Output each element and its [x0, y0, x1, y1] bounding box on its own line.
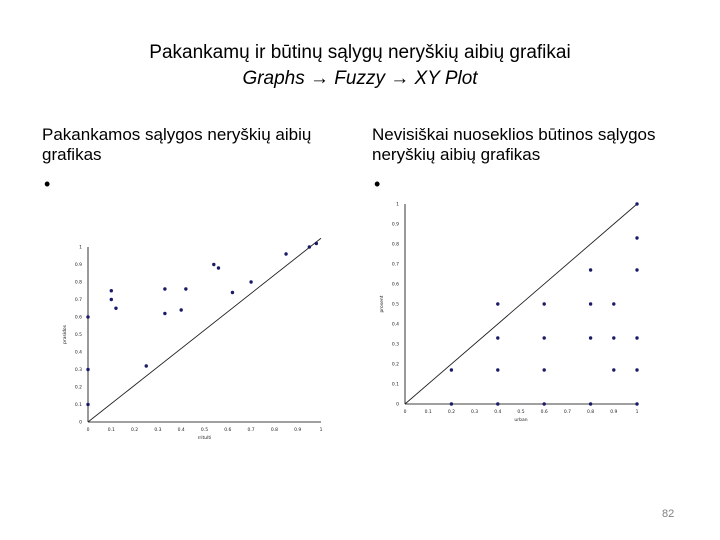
- data-point: [543, 302, 546, 305]
- y-tick-label: 1: [396, 202, 399, 208]
- data-point: [496, 368, 499, 371]
- y-tick-label: 0.7: [391, 262, 399, 268]
- data-point: [635, 268, 638, 271]
- data-point: [163, 287, 166, 290]
- y-tick-label: 0.4: [74, 350, 82, 356]
- data-point: [249, 280, 252, 283]
- data-point: [145, 364, 148, 367]
- x-tick-label: 0: [86, 428, 90, 433]
- data-point: [543, 368, 546, 371]
- data-point: [612, 336, 615, 339]
- x-tick-label: 0.2: [447, 410, 455, 415]
- y-tick-label: 1: [79, 245, 82, 251]
- data-point: [496, 302, 499, 305]
- y-tick-label: 0.5: [391, 302, 399, 308]
- y-tick-label: 0.2: [391, 362, 399, 368]
- data-point: [231, 291, 234, 294]
- data-point: [612, 302, 615, 305]
- y-tick-label: 0: [396, 402, 399, 408]
- left-heading: Pakankamos sąlygos neryškių aibių grafikas: [42, 125, 312, 164]
- data-point: [308, 245, 311, 248]
- slide-title: [0, 40, 720, 92]
- x-tick-label: 0.6: [540, 410, 548, 415]
- data-point: [635, 236, 638, 239]
- data-point: [212, 263, 215, 266]
- x-tick-label: 0.5: [517, 410, 525, 415]
- x-tick-label: 0.2: [131, 428, 139, 433]
- title-line-1: Pakankamų ir būtinų sąlygų neryškių aibių grafikai: [149, 42, 571, 63]
- x-tick-label: 1: [319, 428, 323, 433]
- data-point: [589, 336, 592, 339]
- y-tick-label: 0.6: [391, 282, 399, 288]
- x-axis-label: rritulti: [197, 436, 212, 441]
- x-tick-label: 0.9: [294, 428, 302, 433]
- data-point: [589, 402, 592, 405]
- data-point: [180, 308, 183, 311]
- sufficiency-scatter-chart: [55, 228, 335, 458]
- y-tick-label: 0.9: [391, 222, 399, 228]
- y-tick-label: 0.3: [391, 342, 399, 348]
- data-point: [315, 242, 318, 245]
- data-point: [110, 289, 113, 292]
- x-tick-label: 0.3: [154, 428, 162, 433]
- data-point: [496, 336, 499, 339]
- data-point: [496, 402, 499, 405]
- y-tick-label: 0: [79, 420, 82, 426]
- x-tick-label: 1: [635, 410, 639, 415]
- data-point: [217, 266, 220, 269]
- left-bullet: •: [44, 174, 51, 194]
- data-point: [612, 368, 615, 371]
- data-point: [635, 202, 638, 205]
- data-point: [635, 368, 638, 371]
- data-point: [589, 302, 592, 305]
- x-axis-label: urban: [514, 418, 528, 423]
- x-tick-label: 0.4: [177, 428, 185, 433]
- right-bullet: •: [374, 174, 381, 194]
- data-point: [110, 298, 113, 301]
- y-tick-label: 0.8: [391, 242, 399, 248]
- y-tick-label: 0.5: [74, 333, 82, 338]
- x-tick-label: 0.8: [270, 428, 278, 433]
- x-tick-label: 0.7: [563, 410, 571, 415]
- x-tick-label: 0.9: [610, 410, 618, 415]
- y-axis-label: prasidos: [63, 324, 68, 345]
- x-tick-label: 0.3: [471, 410, 479, 415]
- x-tick-label: 0.1: [107, 428, 115, 433]
- y-tick-label: 0.6: [74, 315, 82, 321]
- y-tick-label: 0.9: [74, 263, 82, 268]
- x-tick-label: 0: [403, 410, 407, 415]
- title-line-2-menu-path: Graphs → Fuzzy → XY Plot: [242, 68, 478, 89]
- x-tick-label: 0.6: [224, 428, 232, 433]
- x-tick-label: 0.5: [200, 428, 209, 433]
- x-tick-label: 0.4: [494, 410, 502, 415]
- right-heading: Nevisiškai nuoseklios būtinos sąlygos neryškių aibių grafikas: [372, 125, 656, 164]
- data-point: [114, 307, 117, 310]
- data-point: [543, 336, 546, 339]
- diagonal-line: [88, 238, 321, 422]
- data-point: [163, 312, 166, 315]
- x-tick-label: 0.7: [247, 428, 255, 433]
- data-point: [86, 315, 89, 318]
- y-tick-label: 0.3: [74, 368, 82, 373]
- y-axis-label: prosent: [380, 295, 385, 313]
- necessity-scatter-chart: [368, 198, 648, 448]
- page-number: 82: [662, 508, 675, 520]
- data-point: [184, 287, 187, 290]
- y-tick-label: 0.2: [74, 385, 82, 391]
- y-tick-label: 0.8: [74, 280, 82, 286]
- x-tick-label: 0.1: [424, 410, 432, 415]
- data-point: [589, 268, 592, 271]
- data-point: [86, 368, 89, 371]
- data-point: [543, 402, 546, 405]
- y-tick-label: 0.1: [391, 382, 399, 388]
- y-tick-label: 0.7: [74, 298, 82, 303]
- data-point: [635, 402, 638, 405]
- data-point: [450, 402, 453, 405]
- x-tick-label: 0.8: [587, 410, 595, 415]
- y-tick-label: 0.4: [391, 322, 399, 328]
- data-point: [450, 368, 453, 371]
- y-tick-label: 0.1: [74, 403, 82, 408]
- data-point: [86, 403, 89, 406]
- data-point: [635, 336, 638, 339]
- data-point: [284, 252, 287, 255]
- diagonal-line: [405, 204, 637, 404]
